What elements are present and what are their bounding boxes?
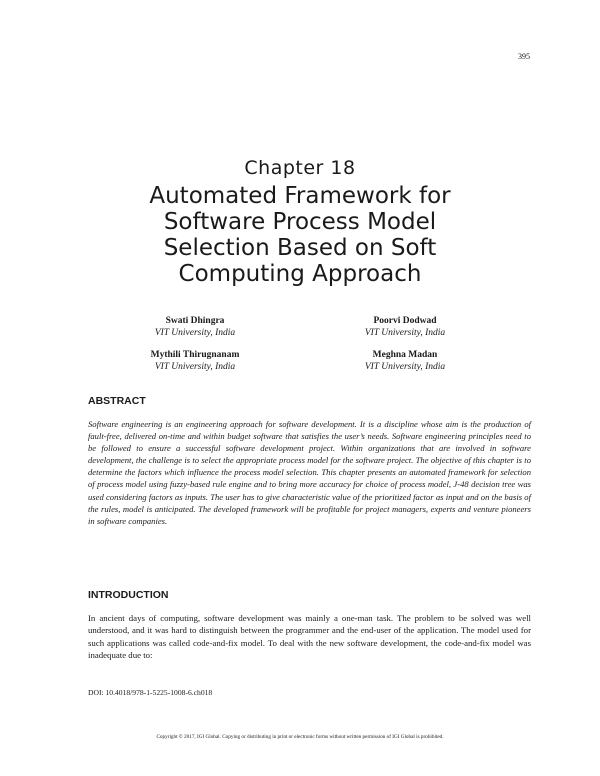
author-name: Meghna Madan [372,350,438,360]
author-block [305,315,505,339]
author-affiliation: VIT University, India [154,328,236,338]
chapter-label: Chapter 18 [244,157,356,179]
author-affiliation: VIT University, India [154,362,236,372]
author-name: Poorvi Dodwad [373,316,437,326]
author-block [95,349,295,373]
author-name: Swati Dhingra [165,316,225,326]
author-affiliation: VIT University, India [364,328,446,338]
introduction-heading: INTRODUCTION [88,589,169,601]
abstract-text: Software engineering is an engineering approach for software development. It is a discipline whose aim is the production of fault-free, delivered on-time and within budget software that satisfies the user’s needs. Software engineering principles need to be followed to ensure a successful software development project. Within organizations that are involved in software development, the challenge is to select the appropriate process model for the software project. The objective of this chapter is to determine the factors which influence the process model selection. This chapter presents an automated framework for selection of process model using fuzzy-based rule engine and to bring more accuracy for choice of process model, J-48 decision tree was used considering factors as inputs. The user has to give characteristic value of the prioritized factor as input and on the basis of the rules, model is anticipated. The developed framework will be profitable for project managers, experts and venture pioneers in software companies. [88,419,531,526]
copyright-footer: Copyright © 2017, IGI Global. Copying or distributing in print or electronic forms without written permission of IGI Global is prohibited. [156,734,444,740]
page-number: 395 [518,52,530,61]
abstract-heading: ABSTRACT [88,395,146,407]
doi-line: DOI: 10.4018/978-1-5225-1008-6.ch018 [88,688,213,697]
author-block [305,349,505,373]
author-block [95,315,295,339]
author-affiliation: VIT University, India [364,362,446,372]
introduction-text: In ancient days of computing, software development was mainly a one-man task. The problem to be solved was well understood, and it was hard to distinguish between the programmer and the end-user of the application. The model used for such applications was called code-and-fix model. To deal with the new software development, the code-and-fix model was inadequate due to: [88,613,531,660]
chapter-title: Automated Framework for Software Process Model Selection Based on Soft Computing Approach [149,183,451,287]
author-name: Mythili Thirugnanam [150,350,240,360]
